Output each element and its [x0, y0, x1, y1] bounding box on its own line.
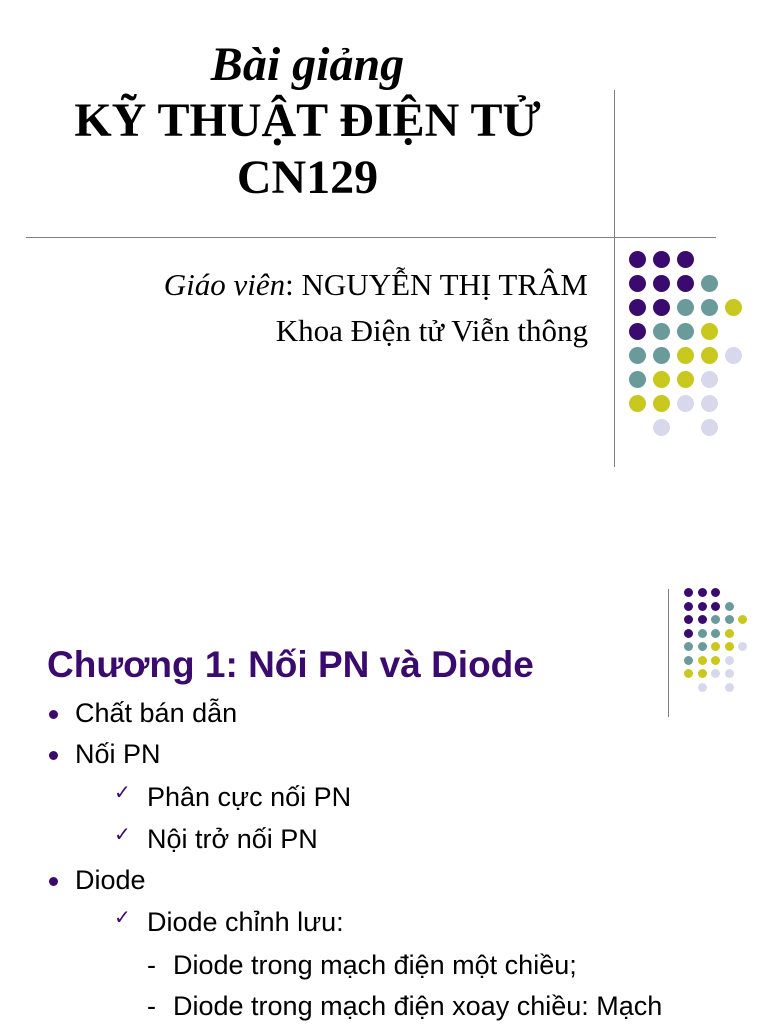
decorative-dot	[653, 419, 670, 436]
decorative-dot	[701, 371, 718, 388]
decorative-dot	[653, 371, 670, 388]
decorative-dot	[698, 588, 707, 597]
teacher-name: : NGUYỄN THỊ TRÂM	[285, 267, 588, 302]
decorative-dot	[653, 251, 670, 268]
decorative-dot	[698, 683, 707, 692]
list-item	[147, 991, 663, 1022]
decorative-dot	[725, 615, 734, 624]
decorative-dot	[698, 642, 707, 651]
decorative-dot	[725, 602, 734, 611]
decorative-dot	[711, 669, 720, 678]
decorative-dot	[711, 656, 720, 665]
decorative-dot	[725, 683, 734, 692]
horizontal-divider	[26, 237, 716, 238]
decorative-dot	[653, 323, 670, 340]
decorative-dot	[738, 642, 747, 651]
decorative-dot	[698, 669, 707, 678]
decorative-dot	[725, 347, 742, 364]
decorative-dot	[677, 347, 694, 364]
decorative-dot	[629, 299, 646, 316]
decorative-dot	[711, 629, 720, 638]
decorative-dot	[684, 629, 693, 638]
decorative-dot	[684, 602, 693, 611]
teacher-line	[164, 262, 588, 308]
decorative-dot	[711, 602, 720, 611]
decorative-dot	[684, 642, 693, 651]
decorative-dot	[711, 615, 720, 624]
decorative-dot	[738, 615, 747, 624]
decorative-dot	[653, 299, 670, 316]
bullet-dot-icon	[49, 751, 58, 760]
bullet-dot-icon	[49, 877, 58, 886]
dash-icon: -	[147, 991, 156, 1021]
decorative-dot	[629, 323, 646, 340]
decorative-dot	[653, 347, 670, 364]
decorative-dot	[684, 669, 693, 678]
list-item	[147, 950, 577, 981]
teacher-label: Giáo viên	[163, 267, 286, 302]
decorative-dot	[653, 275, 670, 292]
decorative-dot	[629, 371, 646, 388]
decorative-dot	[684, 588, 693, 597]
decorative-dot	[725, 669, 734, 678]
list-item-text: Nối PN	[75, 739, 161, 769]
decorative-dot	[725, 642, 734, 651]
vertical-divider	[614, 90, 615, 467]
list-item-text: Phân cực nối PN	[147, 782, 352, 812]
decorative-dot	[701, 347, 718, 364]
bullet-dot-icon	[49, 710, 58, 719]
decorative-dot	[725, 629, 734, 638]
decorative-dot	[701, 323, 718, 340]
title-block	[0, 38, 615, 206]
decorative-dot	[629, 347, 646, 364]
course-title: KỸ THUẬT ĐIỆN TỬ	[74, 94, 541, 147]
list-item	[114, 782, 352, 813]
decorative-dot	[701, 299, 718, 316]
list-item-text: Diode trong mạch điện xoay chiều: Mạch	[173, 991, 663, 1021]
decorative-dot	[653, 395, 670, 412]
list-item	[75, 698, 237, 729]
decorative-dot	[711, 642, 720, 651]
decorative-dot	[698, 602, 707, 611]
list-item-text: Diode trong mạch điện một chiều;	[173, 950, 577, 980]
decorative-dot	[629, 395, 646, 412]
decorative-dot	[629, 275, 646, 292]
decorative-dot	[677, 323, 694, 340]
decorative-dot	[677, 275, 694, 292]
check-icon: ✓	[114, 782, 131, 804]
decorative-dot	[677, 395, 694, 412]
list-item-text: Diode chỉnh lưu:	[147, 907, 344, 937]
chapter-title: Chương 1: Nối PN và Diode	[47, 644, 534, 685]
vertical-divider-small	[668, 589, 669, 717]
teacher-info	[164, 262, 588, 354]
decorative-dot	[677, 371, 694, 388]
title-lecture-label: Bài giảng	[210, 38, 405, 91]
list-item	[75, 865, 146, 896]
decorative-dot	[684, 656, 693, 665]
decorative-dot	[701, 395, 718, 412]
course-code: CN129	[236, 151, 379, 204]
faculty-line: Khoa Điện tử Viễn thông	[275, 313, 588, 348]
list-item	[114, 824, 318, 855]
list-item-text: Nội trở nối PN	[147, 824, 318, 854]
list-item	[75, 739, 161, 770]
decorative-dot	[698, 615, 707, 624]
decorative-dot	[684, 615, 693, 624]
decorative-dot	[701, 275, 718, 292]
decorative-dot	[629, 251, 646, 268]
decorative-dot	[677, 299, 694, 316]
list-item	[114, 907, 344, 938]
list-item-text: Diode	[75, 865, 146, 895]
decorative-dot	[711, 588, 720, 597]
decorative-dot	[701, 419, 718, 436]
check-icon: ✓	[114, 907, 131, 929]
dash-icon: -	[147, 950, 156, 980]
decorative-dot	[698, 656, 707, 665]
decorative-dot	[698, 629, 707, 638]
decorative-dot	[677, 251, 694, 268]
decorative-dot	[725, 299, 742, 316]
decorative-dot	[725, 656, 734, 665]
check-icon: ✓	[114, 824, 131, 846]
list-item-text: Chất bán dẫn	[75, 698, 238, 728]
